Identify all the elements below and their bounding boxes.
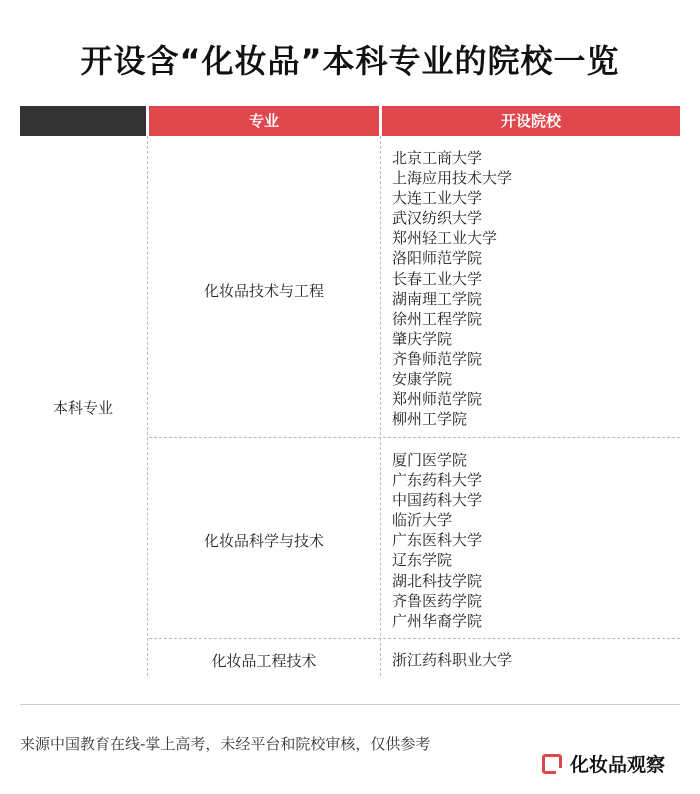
school-item: 齐鲁医药学院 [392,591,483,610]
school-list [392,650,512,670]
school-item: 郑州师范学院 [392,390,483,409]
school-item: 辽东学院 [392,551,453,570]
footer-divider [20,704,680,705]
brand-name: 化妆品观察 [570,754,666,776]
school-item: 安康学院 [392,370,453,389]
brand-logo [542,750,665,777]
school-item: 上海应用技术大学 [392,169,513,188]
source-note: 来源中国教育在线-掌上高考，未经平台和院校审核，仅供参考 [20,735,431,753]
page-title: 开设含“化妆品”本科专业的院校一览 [80,42,620,80]
school-item: 武汉纺织大学 [392,209,483,228]
header-cell-level [20,106,146,136]
school-item: 北京工商大学 [392,149,483,167]
school-item: 郑州轻工业大学 [392,229,498,248]
school-list [392,148,512,429]
school-item: 广东药科大学 [392,471,483,490]
degree-level-cell: 本科专业 [52,399,113,417]
school-item: 临沂大学 [392,511,453,530]
header-cell-major: 专业 [149,106,379,136]
column-divider [147,136,148,676]
school-item: 湖北科技学院 [392,571,483,590]
school-item: 广东医科大学 [392,531,483,550]
column-divider [380,136,381,676]
school-item: 徐州工程学院 [392,309,483,328]
school-item: 中国药科大学 [392,491,483,510]
header-cell-school: 开设院校 [382,106,680,136]
school-item: 浙江药科职业大学 [392,651,513,669]
school-item: 湖南理工学院 [392,289,483,308]
row-divider [149,437,680,438]
school-item: 齐鲁师范学院 [392,349,483,368]
school-item: 大连工业大学 [392,189,483,208]
school-item: 肇庆学院 [392,329,453,348]
school-item: 洛阳师范学院 [392,249,483,268]
major-cell: 化妆品工程技术 [211,652,317,670]
school-item: 长春工业大学 [392,269,483,288]
school-item: 厦门医学院 [392,451,468,469]
school-item: 柳州工学院 [392,410,468,429]
major-cell: 化妆品科学与技术 [203,532,324,550]
school-item: 广州华裔学院 [392,611,483,630]
row-divider [149,638,680,639]
school-list [392,450,482,631]
major-cell: 化妆品技术与工程 [203,282,324,300]
brand-square-icon [542,754,562,774]
